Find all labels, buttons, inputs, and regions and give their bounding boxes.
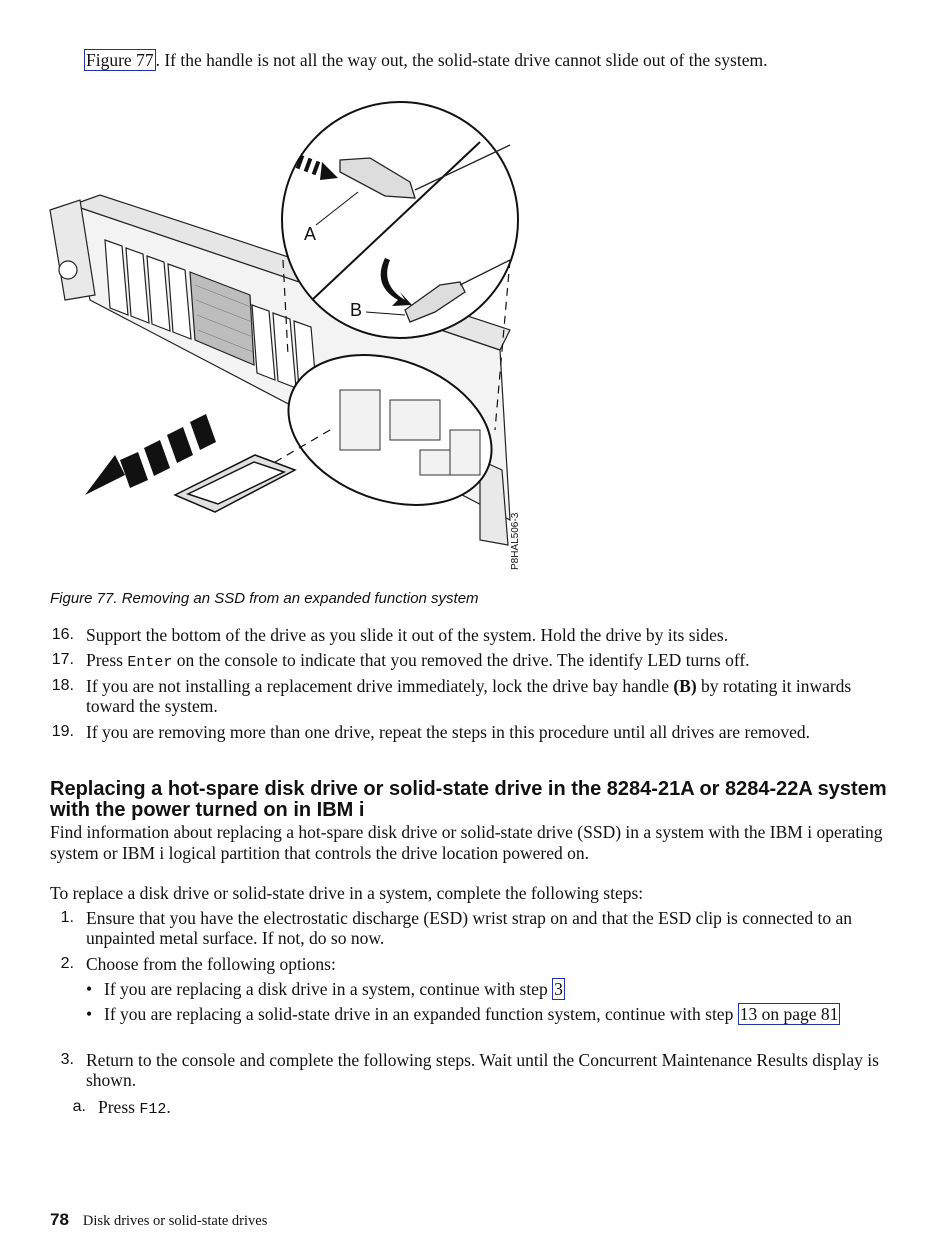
callout-a: A — [304, 224, 317, 244]
pull-out-arrow — [85, 414, 216, 495]
step-number: 1. — [60, 909, 74, 926]
step-text-pre: Press — [98, 1097, 140, 1117]
step-3-link[interactable]: 3 — [554, 979, 563, 999]
intro-line-text: . If the handle is not all the way out, the solid-state drive cannot slide out of the system. — [155, 50, 768, 70]
step-13-page-81-link[interactable]: 13 on page 81 — [739, 1004, 839, 1024]
option-text — [104, 979, 866, 1000]
step-text-pre: If you are not installing a replacement drive immediately, lock the drive bay handle — [86, 676, 674, 696]
step-text: Return to the console and complete the following steps. Wait until the Concurrent Maintenance Results display is shown. — [86, 1050, 879, 1090]
step-number: 18. — [51, 677, 74, 694]
option-text — [104, 1004, 866, 1025]
figure-77-link[interactable]: Figure 77 — [86, 50, 154, 70]
key-enter: Enter — [127, 654, 173, 671]
step-text-post: . — [166, 1097, 171, 1117]
step-number: 16. — [51, 626, 74, 643]
section-intro: Find information about replacing a hot-spare disk drive or solid-state drive (SSD) in a system with the IBM i operating system or IBM i logical partition that controls the drive location powered on. — [50, 822, 883, 863]
step-16 — [50, 625, 880, 645]
step-text: Ensure that you have the electrostatic discharge (ESD) wrist strap on and that the ESD clip is connected to an unpainted metal surface. If not, do so now. — [86, 908, 853, 948]
step-text-post: by rotating it inwards toward the system. — [86, 676, 852, 716]
callout-b: B — [350, 300, 363, 320]
option-text-body: If you are replacing a solid-state drive in an expanded function system, continue with step — [104, 1004, 738, 1024]
step-number: 19. — [51, 723, 74, 740]
step-number: 17. — [51, 651, 74, 668]
step-number: 3. — [60, 1051, 74, 1068]
page-footer — [50, 1210, 267, 1230]
step-2 — [50, 954, 880, 974]
step-text: Choose from the following options: — [86, 954, 336, 974]
ssd-removal-illustration — [40, 100, 540, 580]
step-text-pre: Press — [86, 650, 128, 670]
step-3 — [50, 1050, 880, 1090]
footer-title: Disk drives or solid-state drives — [82, 1213, 268, 1229]
step-1 — [50, 908, 880, 948]
step-text: Support the bottom of the drive as you slide it out of the system. Hold the drive by its sides. — [86, 625, 729, 645]
bullet: • — [86, 979, 93, 999]
step-text: If you are removing more than one drive, repeat the steps in this procedure until all drives are removed. — [86, 722, 811, 742]
key-f12: F12 — [139, 1101, 167, 1118]
step-text-post: on the console to indicate that you removed the drive. The identify LED turns off. — [172, 650, 750, 670]
page-number: 78 — [50, 1210, 69, 1229]
option-disk-drive — [86, 979, 866, 1000]
figure-caption: Figure 77. Removing an SSD from an expanded function system — [50, 590, 479, 607]
step-3a — [62, 1097, 892, 1120]
bullet: • — [86, 1004, 93, 1024]
step-number: 2. — [60, 955, 74, 972]
ssd-drawing — [175, 455, 295, 512]
section-lead: To replace a disk drive or solid-state drive in a system, complete the following steps: — [50, 883, 644, 903]
step-19 — [50, 722, 880, 742]
figure-id: P8HAL506-3 — [510, 512, 521, 570]
step-text — [86, 676, 880, 716]
step-text — [86, 650, 880, 673]
step-number: a. — [72, 1098, 86, 1115]
step-17 — [50, 650, 880, 673]
intro-line — [84, 50, 767, 71]
option-text-body: If you are replacing a disk drive in a system, continue with step — [104, 979, 553, 999]
step-18 — [50, 676, 880, 716]
section-title: Replacing a hot-spare disk drive or solid-state drive in the 8284-21A or 8284-22A system with the power turned on in IBM i — [50, 778, 887, 821]
callout-ref-b: (B) — [673, 676, 697, 696]
option-ssd — [86, 1004, 866, 1025]
step-text — [98, 1097, 892, 1120]
